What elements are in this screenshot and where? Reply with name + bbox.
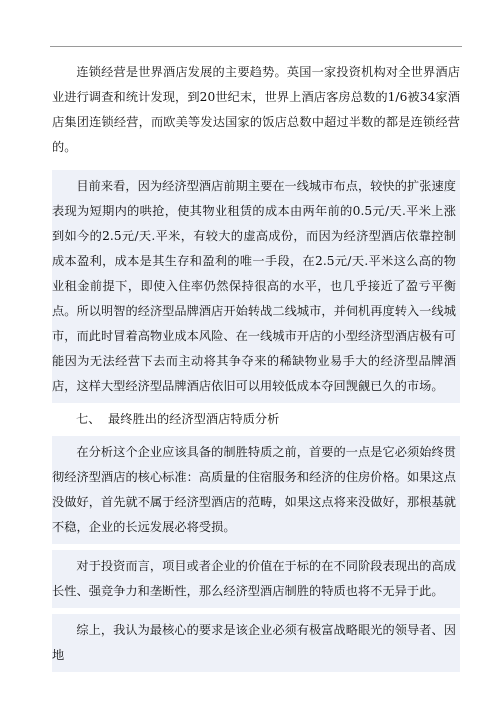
paragraph-2: 目前来看，因为经济型酒店前期主要在一线城市布点，较快的扩张速度表现为短期内的哄抢，使其物业租赁的成本由两年前的0.5元/天.平米上涨到如今的2.5元/天.平米，有较大的虚高成份，而因为经济型酒店依靠控制成本盈利，成本是其生存和盈利的唯一手段，在2.5元/天.平米这么高的物业租金前提下，即使入住率仍然保持很高的水平，也几乎接近了盈亏平衡点。所以明智的经济型品牌酒店开始转战二线城市，并伺机再度转入一线城市，而此时冒着高物业成本风险、在一线城市开店的小型经济型酒店极有可能因为无法经营下去而主动将其争夺来的稀缺物业易手大的经济型品牌酒店，这样大型经济型品牌酒店依旧可以用较低成本夺回觊觎已久的市场。 — [52, 179, 456, 393]
paragraph-block-shaded — [52, 436, 460, 544]
paragraph-1: 连锁经营是世界酒店发展的主要趋势。英国一家投资机构对全世界酒店业进行调查和统计发现，到20世纪末，世界上酒店客房总数的1/6被34家酒店集团连锁经营，而欧美等发达国家的饭店总数中超过半数的都是连锁经营的。 — [52, 65, 460, 154]
paragraph-3: 在分析这个企业应该具备的制胜特质之前，首要的一点是它必须始终贯彻经济型酒店的核心标准：高质量的住宿服务和经济的住房价格。如果这点没做好，首先就不属于经济型酒店的范畴，如果这点将来没做好，那根基就不稳，企业的长远发展必将受损。 — [52, 445, 456, 534]
section-heading — [52, 403, 460, 436]
header-rule — [50, 46, 462, 47]
paragraph-4: 对于投资而言，项目或者企业的价值在于标的在不同阶段表现出的高成长性、强竞争力和垄断性，那么经济型酒店制胜的特质也将不无异于此。 — [52, 559, 456, 598]
section-number: 七、 — [76, 412, 101, 426]
paragraph-block-shaded — [52, 614, 460, 672]
paragraph-block-shaded — [52, 550, 460, 608]
paragraph-block — [52, 56, 460, 164]
paragraph-block-shaded — [52, 170, 460, 403]
paragraph-5: 综上，我认为最核心的要求是该企业必须有极富战略眼光的领导者、因地 — [52, 623, 456, 662]
section-title: 最终胜出的经济型酒店特质分析 — [108, 412, 280, 426]
document-body — [52, 56, 460, 672]
